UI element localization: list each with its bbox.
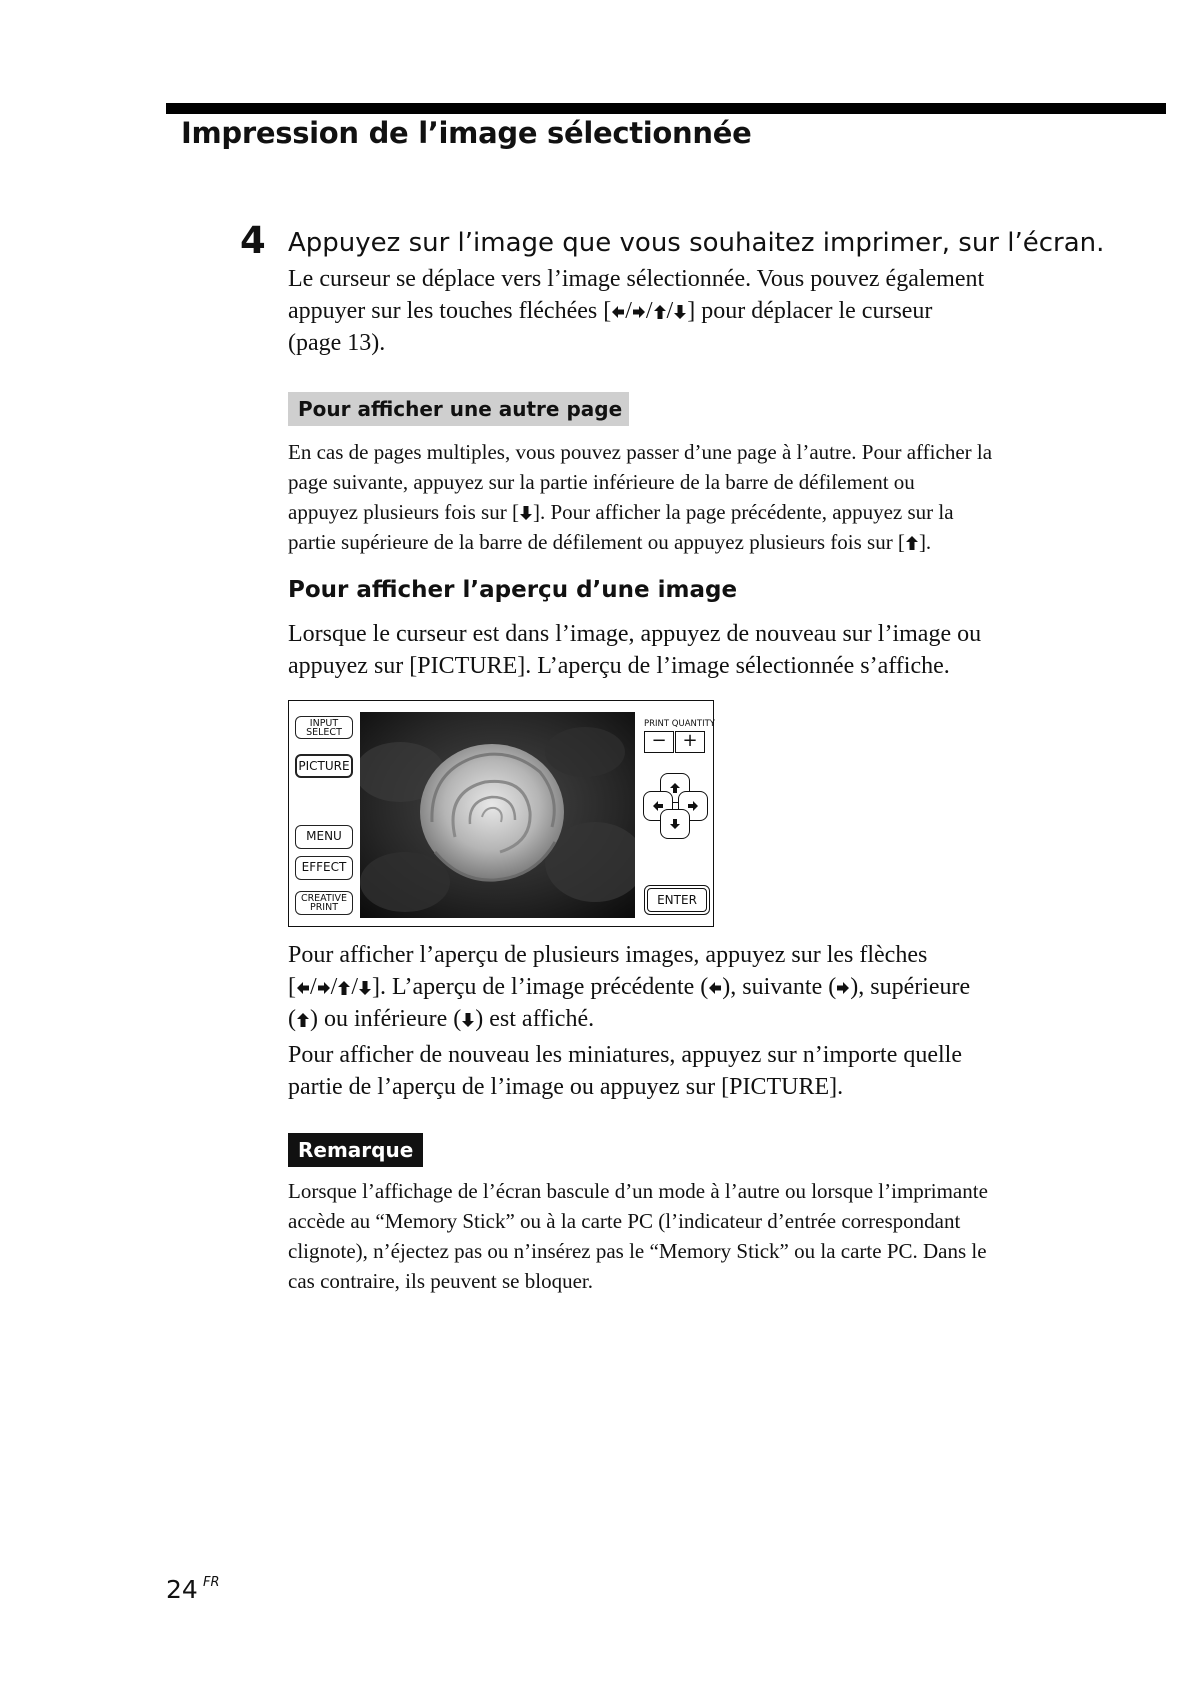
multi-preview-line-2: [ / / / ]. L’aperçu de l’image précédente ( ), suivante ( ), supérieure (288, 974, 971, 1000)
note-line-3: clignote), n’éjectez pas ou n’insérez pas le “Memory Stick” ou la carte PC. Dans le (288, 1239, 987, 1263)
multi-preview-line-3: ( ) ou inférieure ( ) est affiché. (288, 1006, 595, 1032)
step-body-line-1: Le curseur se déplace vers l’image sélectionnée. Vous pouvez également (288, 266, 985, 292)
step-heading: Appuyez sur l’image que vous souhaitez imprimer, sur l’écran. (288, 228, 1105, 258)
arrow-up-icon (296, 1012, 310, 1028)
arrow-right-icon (317, 980, 331, 996)
arrow-down-icon (673, 304, 687, 320)
quantity-minus-button[interactable]: − (644, 731, 674, 753)
top-rule (166, 103, 1166, 114)
note-line-2: accède au “Memory Stick” ou à la carte PC (l’indicateur d’entrée correspondant (288, 1209, 961, 1233)
multi-preview-text (288, 939, 970, 1103)
note-line-4: cas contraire, ils peuvent se bloquer. (288, 1269, 593, 1293)
enter-button-label: ENTER (647, 888, 707, 912)
enter-button[interactable] (644, 885, 710, 915)
arrow-down-icon (519, 505, 533, 521)
arrow-down-icon (358, 980, 372, 996)
step-body-line-3: (page 13). (288, 330, 386, 356)
input-select-button[interactable]: INPUT SELECT (295, 716, 353, 739)
note-line-1: Lorsque l’affichage de l’écran bascule d’un mode à l’autre ou lorsque l’imprimante (288, 1179, 988, 1203)
other-page-line-3: appuyez plusieurs fois sur [ ]. Pour afficher la page précédente, appuyez sur la (288, 500, 954, 524)
arrow-up-icon (905, 535, 919, 551)
other-page-line-2: page suivante, appuyez sur la partie inférieure de la barre de défilement ou (288, 470, 915, 494)
effect-button[interactable]: EFFECT (295, 856, 353, 880)
note-label: Remarque (288, 1133, 423, 1167)
print-quantity-label: PRINT QUANTITY (644, 719, 715, 729)
flower-photo[interactable] (360, 712, 635, 918)
note-text (288, 1176, 988, 1296)
dpad-down-button[interactable] (660, 809, 690, 839)
other-page-line-1: En cas de pages multiples, vous pouvez passer d’une page à l’autre. Pour afficher la (288, 440, 993, 464)
arrow-left-icon (296, 980, 310, 996)
arrow-up-icon (669, 782, 681, 794)
arrow-left-icon (611, 304, 625, 320)
printer-screen-illustration (288, 700, 714, 927)
arrow-up-icon (653, 304, 667, 320)
arrow-left-icon (708, 980, 722, 996)
step-body (288, 263, 984, 359)
creative-print-button[interactable]: CREATIVE PRINT (295, 891, 353, 915)
multi-preview-line-4: Pour afficher de nouveau les miniatures, appuyez sur n’importe quelle (288, 1042, 963, 1068)
arrow-up-icon (337, 980, 351, 996)
multi-preview-line-5: partie de l’aperçu de l’image ou appuyez sur [PICTURE]. (288, 1074, 844, 1100)
other-page-line-4: partie supérieure de la barre de défilement ou appuyez plusieurs fois sur [ ]. (288, 530, 932, 554)
picture-button[interactable]: PICTURE (295, 754, 353, 778)
page-number: 24 (166, 1575, 198, 1604)
menu-button[interactable]: MENU (295, 825, 353, 849)
preview-line-1: Lorsque le curseur est dans l’image, appuyez de nouveau sur l’image ou (288, 621, 982, 647)
preview-line-2: appuyez sur [PICTURE]. L’aperçu de l’image sélectionnée s’affiche. (288, 653, 950, 679)
quantity-plus-button[interactable]: + (675, 731, 705, 753)
page-language: FR (203, 1575, 220, 1590)
preview-heading: Pour afficher l’aperçu d’une image (288, 577, 738, 603)
preview-text (288, 618, 981, 682)
arrow-right-icon (632, 304, 646, 320)
other-page-label: Pour afficher une autre page (288, 392, 629, 426)
arrow-right-icon (836, 980, 850, 996)
other-page-text (288, 437, 992, 557)
arrow-down-icon (461, 1012, 475, 1028)
step-number: 4 (240, 219, 266, 262)
section-title: Impression de l’image sélectionnée (181, 116, 752, 150)
arrow-right-icon (687, 800, 699, 812)
step-body-line-2: appuyer sur les touches fléchées [ / / / ] pour déplacer le curseur (288, 298, 933, 324)
arrow-down-icon (669, 818, 681, 830)
multi-preview-line-1: Pour afficher l’aperçu de plusieurs images, appuyez sur les flèches (288, 942, 928, 968)
